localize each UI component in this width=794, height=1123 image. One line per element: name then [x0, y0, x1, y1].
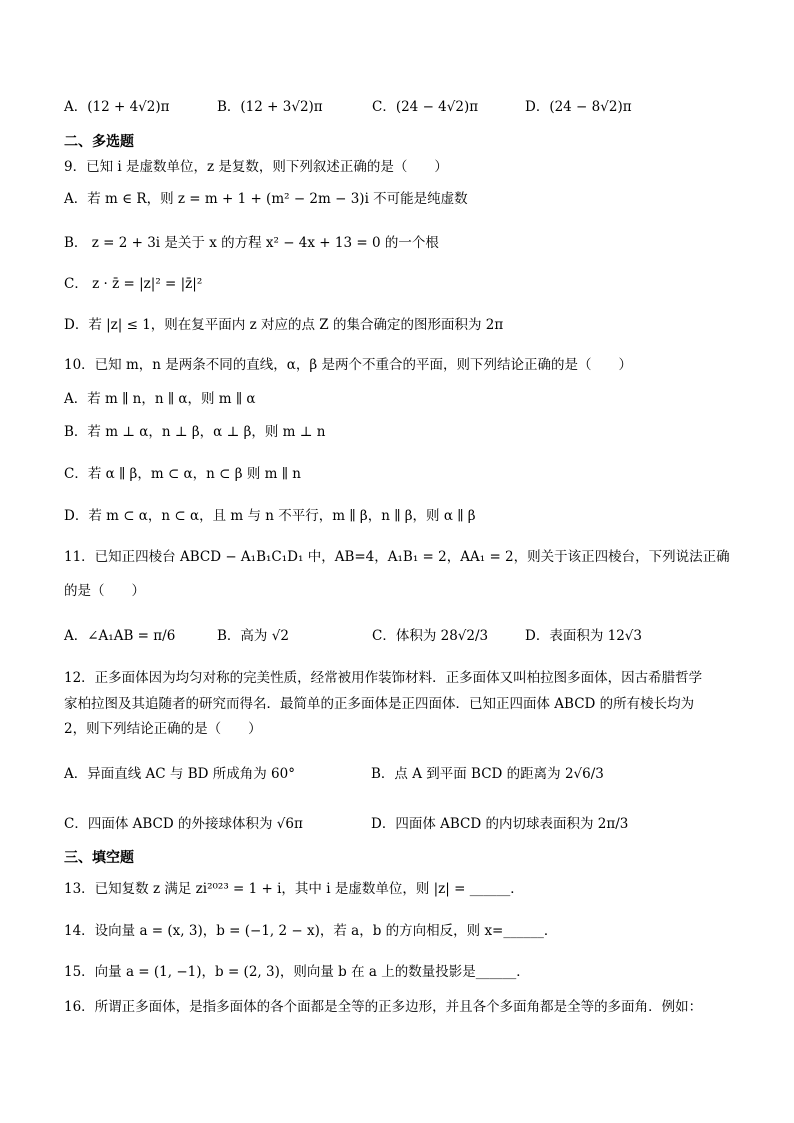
q12-stem-line-1: 12．正多面体因为均匀对称的完美性质，经常被用作装饰材料．正多面体又叫柏拉图多面体，因古希腊哲学: [64, 670, 703, 686]
q11-option-d: D．表面积为 12√3: [525, 628, 642, 644]
q9-option-c: C． z · z̄ = |z|² = |z̄|²: [64, 276, 203, 292]
section-title-multiple-choice: 二、多选题: [64, 134, 134, 150]
q11-stem-line-2: 的是（ ）: [64, 583, 145, 599]
q11-option-a: A．∠A₁AB = π/6: [64, 628, 176, 644]
q12-option-b: B．点 A 到平面 BCD 的距离为 2√6/3: [371, 766, 604, 782]
q13: 13．已知复数 z 满足 zi²⁰²³ = 1 + i，其中 i 是虚数单位，则 |z| = ______．: [64, 881, 524, 897]
q9-option-d: D．若 |z| ≤ 1，则在复平面内 z 对应的点 Z 的集合确定的图形面积为 2π: [64, 317, 504, 333]
q10-option-a: A．若 m ∥ n，n ∥ α，则 m ∥ α: [64, 391, 256, 407]
q10-option-d: D．若 m ⊂ α，n ⊂ α，且 m 与 n 不平行，m ∥ β，n ∥ β，则 α ∥ β: [64, 508, 476, 524]
q12-option-a: A．异面直线 AC 与 BD 所成角为 60°: [64, 766, 295, 782]
q12-stem-line-2: 家柏拉图及其追随者的研究而得名．最简单的正多面体是正四面体．已知正四面体 ABCD 的所有棱长均为: [64, 696, 695, 712]
q9-stem: 9．已知 i 是虚数单位，z 是复数，则下列叙述正确的是（ ）: [64, 159, 448, 175]
q9-option-b: B． z = 2 + 3i 是关于 x 的方程 x² − 4x + 13 = 0 的一个根: [64, 235, 439, 251]
q15: 15．向量 a = (1, −1)，b = (2, 3)，则向量 b 在 a 上的数量投影是______．: [64, 964, 530, 980]
q10-option-b: B．若 m ⊥ α，n ⊥ β，α ⊥ β，则 m ⊥ n: [64, 424, 326, 440]
q11-stem-line-1: 11．已知正四棱台 ABCD − A₁B₁C₁D₁ 中，AB=4，A₁B₁ = 2，AA₁ = 2，则关于该正四棱台，下列说法正确: [64, 549, 730, 565]
q11-option-b: B．高为 √2: [217, 628, 289, 644]
q12-stem-line-3: 2，则下列结论正确的是（ ）: [64, 721, 262, 737]
q9-option-a: A．若 m ∈ R，则 z = m + 1 + (m² − 2m − 3)i 不可能是纯虚数: [64, 191, 468, 207]
q16: 16．所谓正多面体，是指多面体的各个面都是全等的正多边形，并且各个多面角都是全等的多面角．例如：: [64, 999, 703, 1015]
q8-option-d: D．(24 − 8√2)π: [525, 99, 632, 115]
q11-option-c: C．体积为 28√2/3: [372, 628, 489, 644]
q12-option-d: D．四面体 ABCD 的内切球表面积为 2π/3: [371, 816, 629, 832]
q10-stem: 10．已知 m，n 是两条不同的直线，α，β 是两个不重合的平面，则下列结论正确的是（ ）: [64, 357, 632, 373]
q12-option-c: C．四面体 ABCD 的外接球体积为 √6π: [64, 816, 303, 832]
q8-option-c: C．(24 − 4√2)π: [372, 99, 479, 115]
q8-option-b: B．(12 + 3√2)π: [217, 99, 323, 115]
q10-option-c: C．若 α ∥ β，m ⊂ α，n ⊂ β 则 m ∥ n: [64, 466, 301, 482]
section-title-fill-in: 三、填空题: [64, 850, 134, 866]
q14: 14．设向量 a = (x, 3)，b = (−1, 2 − x)，若 a，b 的方向相反，则 x=______．: [64, 923, 558, 939]
q8-option-a: A．(12 + 4√2)π: [64, 99, 170, 115]
